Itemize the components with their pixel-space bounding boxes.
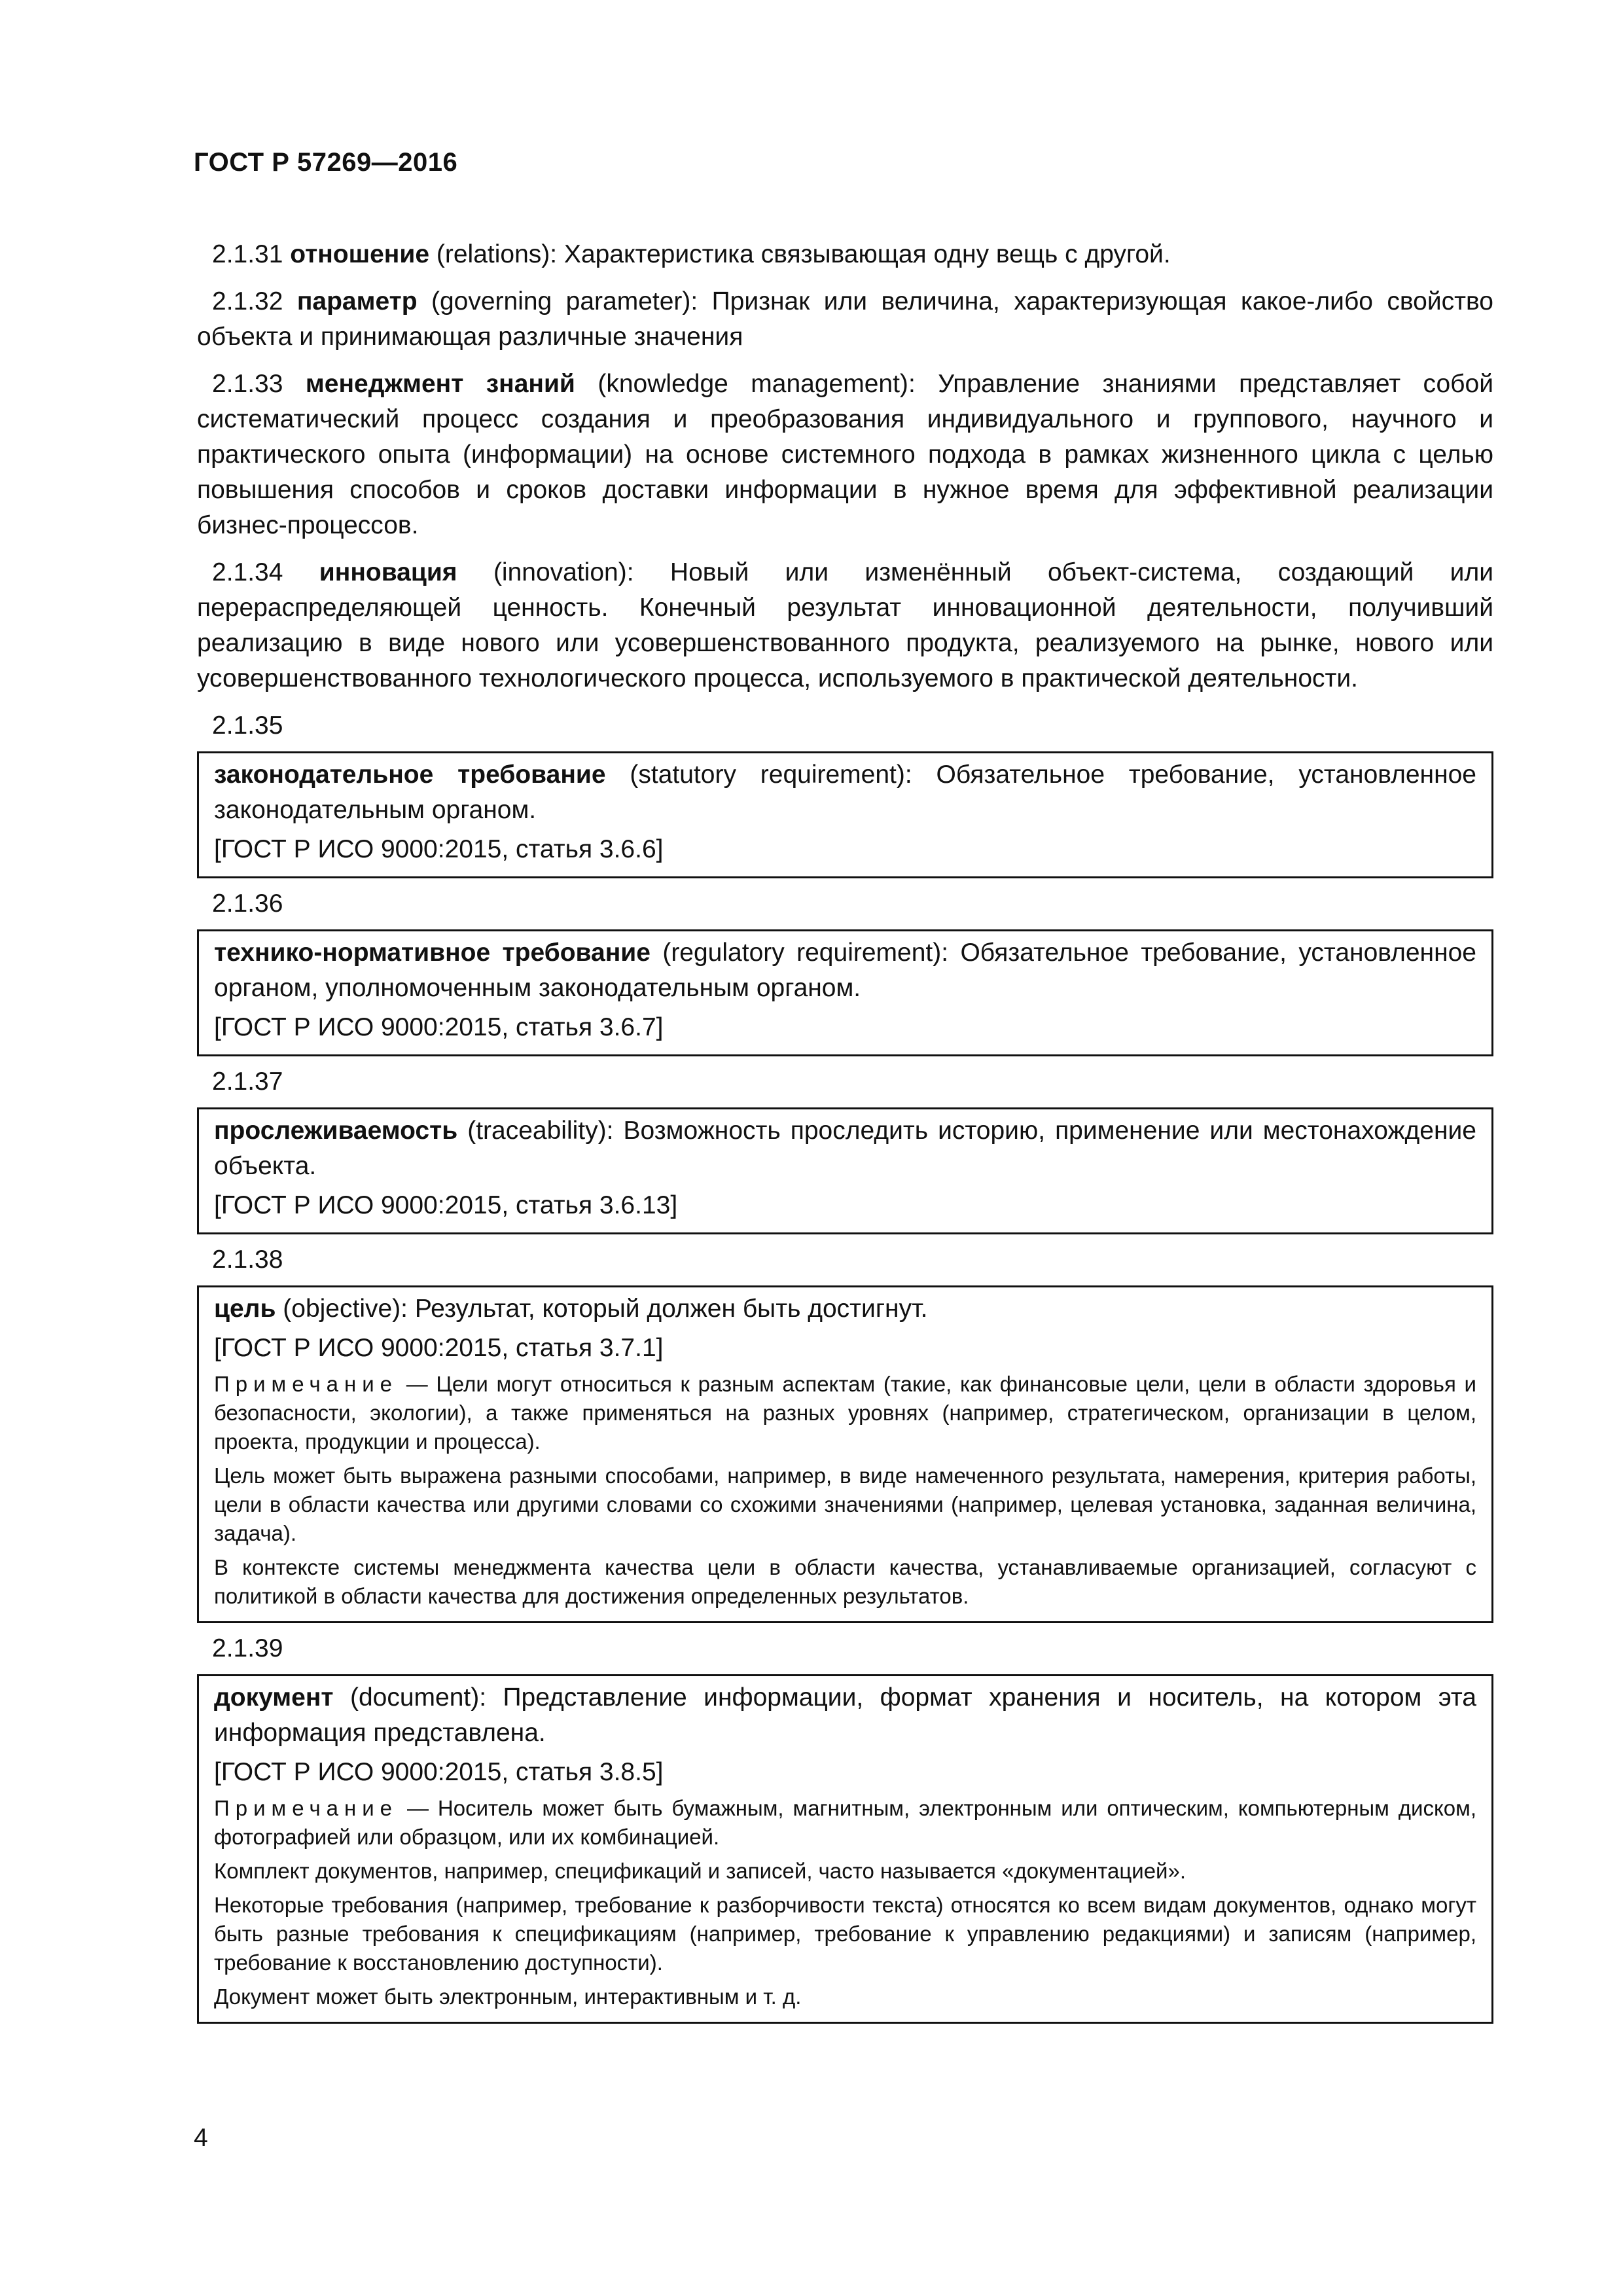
term-number: 2.1.37 — [212, 1067, 283, 1096]
term-number: 2.1.32 — [212, 287, 283, 315]
term-source: [ГОСТ Р ИСО 9000:2015, статья 3.6.13] — [214, 1191, 678, 1219]
term-definition-line — [214, 935, 1476, 1006]
term-name: цель — [214, 1295, 276, 1323]
term-source: [ГОСТ Р ИСО 9000:2015, статья 3.8.5] — [214, 1758, 664, 1786]
term-definition-line — [214, 1680, 1476, 1751]
document-body — [197, 237, 1493, 2032]
note-paragraph: Некоторые требования (например, требование к разборчивости текста) относятся ко всем видам документов, однако могут быть разные требования к спецификациям (например, требование к управлению редакциями) и записям (например, требование к восстановлению доступности). — [214, 1893, 1476, 1975]
term-definition: : Характеристика связывающая одну вещь с другой. — [550, 240, 1171, 268]
term-definition: : Представление информации, формат хранения и носитель, на котором эта информация представлена. — [214, 1683, 1476, 1747]
term-number: 2.1.39 — [212, 1634, 283, 1662]
term-source: [ГОСТ Р ИСО 9000:2015, статья 3.6.6] — [214, 835, 664, 863]
term-paragraph — [197, 555, 1493, 696]
term-source: [ГОСТ Р ИСО 9000:2015, статья 3.7.1] — [214, 1334, 664, 1362]
term-name: законодательное требование — [214, 761, 606, 789]
note-text: — Носитель может быть бумажным, магнитным, электронным или оптическим, компьютерным диском, фотографией или образцом, или их комбинацией. — [214, 1796, 1476, 1849]
term-definition: : Новый или изменённый объект-система, создающий или перераспределяющей ценность. Конечный результат инновационной деятельности, получивший реализацию в виде нового или усовершенствованного продукта, реализуемого на рынке, нового или усовершенствованного технологического процесса, используемого в практической деятельности. — [197, 558, 1493, 692]
term-english: (innovation) — [493, 558, 627, 586]
term-definition: : Обязательное требование, установленное законодательным органом. — [214, 761, 1476, 824]
term-source: [ГОСТ Р ИСО 9000:2015, статья 3.6.7] — [214, 1013, 664, 1041]
term-box — [197, 1674, 1493, 2024]
term-box — [197, 751, 1493, 878]
term-english: (knowledge management) — [597, 370, 908, 398]
term-definition-line — [214, 757, 1476, 828]
term-paragraph — [197, 237, 1493, 272]
term-number: 2.1.35 — [212, 711, 283, 740]
term-name: отношение — [290, 240, 430, 268]
term-english: (objective) — [283, 1295, 401, 1323]
note-paragraph — [214, 1370, 1476, 1456]
term-name: документ — [214, 1683, 334, 1712]
term-english: (document) — [349, 1683, 480, 1712]
note-text: — Цели могут относиться к разным аспектам (такие, как финансовые цели, цели в области здоровья и безопасности, экологии), а также применяться на разных уровнях (например, стратегическом, организации в целом, проекта, продукции и процесса). — [214, 1372, 1476, 1454]
term-english: (traceability) — [467, 1117, 607, 1145]
term-name: прослеживаемость — [214, 1117, 458, 1145]
term-english: (governing parameter) — [431, 287, 691, 315]
term-english: (statutory requirement) — [630, 761, 905, 789]
term-paragraph — [197, 367, 1493, 543]
note-paragraph: В контексте системы менеджмента качества цели в области качества, устанавливаемые организацией, согласуют с политикой в области качества для достижения определенных результатов. — [214, 1555, 1476, 1608]
term-number: 2.1.31 — [212, 240, 283, 268]
term-name: параметр — [296, 287, 418, 315]
term-definition: : Обязательное требование, установленное органом, уполномоченным законодательным органом. — [214, 939, 1476, 1002]
term-name: технико-нормативное требование — [214, 939, 651, 967]
note-paragraph: Комплект документов, например, спецификаций и записей, часто называется «документацией». — [214, 1859, 1186, 1883]
term-box — [197, 1107, 1493, 1234]
term-english: (regulatory requirement) — [662, 939, 942, 967]
term-definition: : Управление знаниями представляет собой систематический процесс создания и преобразования индивидуального и группового, научного и практического опыта (информации) на основе системного подхода в рамках жизненного цикла с целью повышения способов и сроков доставки информации в нужное время для эффективной реализации бизнес-процессов. — [197, 370, 1493, 539]
term-paragraph — [197, 284, 1493, 355]
note-label: Примечание — [214, 1796, 399, 1820]
term-definition-line — [214, 1113, 1476, 1184]
term-box — [197, 929, 1493, 1056]
term-name: менеджмент знаний — [305, 370, 575, 398]
note-paragraph — [214, 1794, 1476, 1852]
term-number: 2.1.34 — [212, 558, 283, 586]
term-number: 2.1.33 — [212, 370, 283, 398]
note-label: Примечание — [214, 1372, 399, 1396]
term-number: 2.1.38 — [212, 1246, 283, 1274]
document-code-header: ГОСТ Р 57269—2016 — [194, 148, 458, 177]
note-paragraph: Документ может быть электронным, интерактивным и т. д. — [214, 1984, 802, 2009]
term-box — [197, 1285, 1493, 1623]
note-paragraph: Цель может быть выражена разными способами, например, в виде намеченного результата, намерения, критерия работы, цели в области качества или другими словами со схожими значениями (например, целевая установка, заданная величина, задача). — [214, 1463, 1476, 1545]
term-definition: : Признак или величина, характеризующая какое-либо свойство объекта и принимающая различные значения — [197, 287, 1493, 351]
term-definition: : Результат, который должен быть достигнут. — [401, 1295, 928, 1323]
page-number: 4 — [194, 2124, 208, 2152]
term-definition-line — [214, 1291, 1476, 1327]
term-name: инновация — [319, 558, 457, 586]
term-english: (relations) — [436, 240, 550, 268]
term-number: 2.1.36 — [212, 889, 283, 918]
term-definition: : Возможность проследить историю, применение или местонахождение объекта. — [214, 1117, 1476, 1180]
